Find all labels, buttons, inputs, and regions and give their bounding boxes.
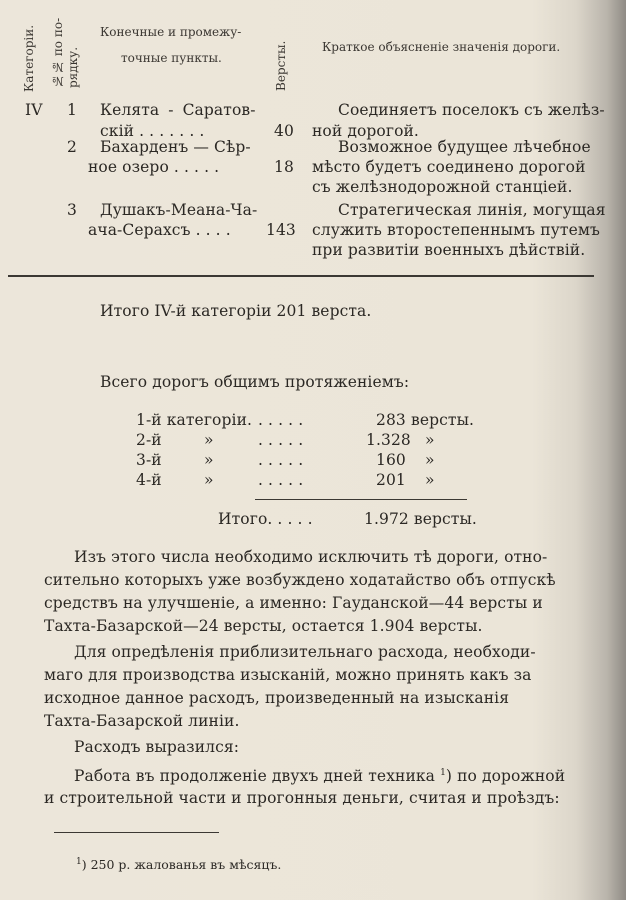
summary-unit: » <box>425 451 435 469</box>
paragraph-1-line-4: Тахта-Базарской—24 версты, остается 1.904 версты. <box>44 617 483 635</box>
paragraph-4-text-a: Работа въ продолженіе двухъ дней техника <box>74 767 441 785</box>
summary-ditto: » <box>204 451 214 469</box>
summary-dots: . . . . . <box>258 471 304 489</box>
row-1-explanation-2: ной дорогой. <box>312 122 419 140</box>
summary-ditto: » <box>204 471 214 489</box>
row-3-number: 3 <box>67 201 77 219</box>
summary-value: 283 <box>376 411 406 429</box>
paragraph-4-text-b: ) по дорожной <box>445 767 566 785</box>
summary-dots: . . . . . <box>258 431 304 449</box>
summary-total-label: Итого. . . . . <box>218 510 313 528</box>
row-1-points-line1: Келята - Саратов- <box>100 101 256 119</box>
table-bottom-rule <box>8 275 594 277</box>
row-3-versts: 143 <box>266 221 296 239</box>
row-2-points-line2: ное озеро . . . . . <box>88 158 220 176</box>
summary-label: 3-й <box>136 451 162 469</box>
summary-label: 2-й <box>136 431 162 449</box>
paragraph-2-line-3: исходное данное расходъ, произведенный на изысканія <box>44 689 510 707</box>
summary-intro: Всего дорогъ общимъ протяженіемъ: <box>100 373 410 391</box>
row-1-number: 1 <box>67 101 77 119</box>
paragraph-1-line-2: сительно которыхъ уже возбуждено ходатайство объ отпускѣ <box>44 571 556 589</box>
header-versts: Версты. <box>274 40 288 91</box>
row-3-explanation-3: при развитіи военныхъ дѣйствій. <box>312 241 586 259</box>
paragraph-4-line-2: и строительной части и прогонныя деньги, считая и проѣздъ: <box>44 789 560 807</box>
row-2-points-line1: Бахарденъ — Сѣр- <box>100 138 251 156</box>
row-3-explanation-1: Стратегическая линія, могущая <box>338 201 606 219</box>
row-1-points-line2: скій . . . . . . . <box>100 122 205 140</box>
summary-total-value: 1.972 версты. <box>364 510 477 528</box>
summary-label: 1-й категоріи. <box>136 411 253 429</box>
header-number-line1: №№ по по- <box>51 17 65 88</box>
row-3-points-line2: ача-Серахсъ . . . . <box>88 221 231 239</box>
paragraph-2-line-1: Для опредѣленія приблизительнаго расхода, необходи- <box>74 643 536 661</box>
row-2-versts: 18 <box>274 158 294 176</box>
header-points-line1: Конечные и промежу- <box>100 25 242 39</box>
summary-unit: версты. <box>411 411 475 429</box>
row-2-number: 2 <box>67 138 77 156</box>
row-3-explanation-2: служить второстепеннымъ путемъ <box>312 221 600 239</box>
summary-value: 1.328 <box>366 431 411 449</box>
paragraph-3: Расходъ выразился: <box>74 738 240 756</box>
category-value: IV <box>25 101 43 119</box>
paragraph-1-line-3: средствъ на улучшеніе, а именно: Гауданской—44 версты и <box>44 594 543 612</box>
summary-label: 4-й <box>136 471 162 489</box>
summary-value: 160 <box>376 451 406 469</box>
paragraph-1-line-1: Изъ этого числа необходимо исключить тѣ дороги, отно- <box>74 548 548 566</box>
row-2-explanation-2: мѣсто будетъ соединено дорогой <box>312 158 586 176</box>
row-1-versts: 40 <box>274 122 294 140</box>
header-explanation: Краткое объясненіе значенія дороги. <box>322 40 561 54</box>
footnote-text: ) 250 р. жалованья въ мѣсяцъ. <box>81 857 282 873</box>
summary-unit: » <box>425 471 435 489</box>
row-2-explanation-3: съ желѣзнодорожной станціей. <box>312 178 573 196</box>
header-number-line2: рядку. <box>66 46 80 88</box>
summary-rule <box>255 499 467 500</box>
summary-value: 201 <box>376 471 406 489</box>
summary-unit: » <box>425 431 435 449</box>
header-points-line2: точные пункты. <box>121 51 222 65</box>
row-2-explanation-1: Возможное будущее лѣчебное <box>338 138 591 156</box>
paragraph-2-line-4: Тахта-Базарской линіи. <box>44 712 240 730</box>
row-3-points-line1: Душакъ-Меана-Ча- <box>100 201 258 219</box>
paragraph-2-line-2: маго для производства изысканій, можно принять какъ за <box>44 666 532 684</box>
footnote <box>76 857 281 872</box>
footnote-rule <box>54 832 219 833</box>
paragraph-4-line-1 <box>74 767 565 785</box>
footnote-reference[interactable]: 1 <box>440 767 446 778</box>
subtotal-line: Итого IV-й категоріи 201 верста. <box>100 302 372 320</box>
row-1-explanation-1: Соединяетъ поселокъ съ желѣз- <box>338 101 605 119</box>
header-category: Категоріи. <box>22 24 36 92</box>
summary-ditto: » <box>204 431 214 449</box>
summary-dots: . . . . . <box>258 411 304 429</box>
summary-dots: . . . . . <box>258 451 304 469</box>
footnote-mark: 1 <box>76 857 82 867</box>
